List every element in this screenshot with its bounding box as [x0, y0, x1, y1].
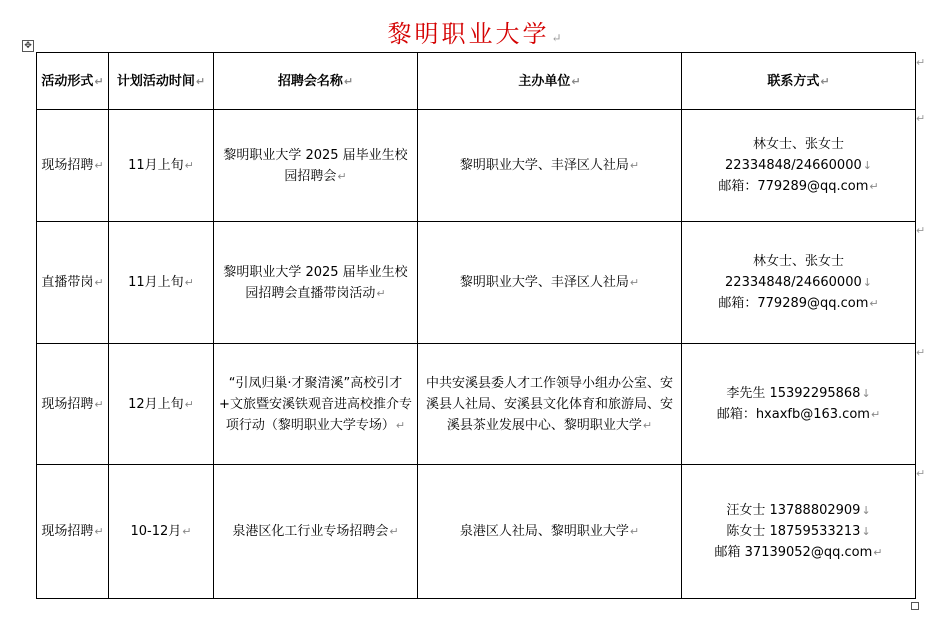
cell-time: 11月上旬↵ [109, 222, 214, 344]
cell-org: 中共安溪县委人才工作领导小组办公室、安溪县人社局、安溪县文化体育和旅游局、安溪县茶业发展中心、黎明职业大学↵ [418, 344, 682, 465]
document-title: 黎明职业大学 ↵ [387, 20, 562, 48]
contact-line: 林女士、张女士 22334848/24660000↓ [725, 137, 872, 173]
cell-form: 现场招聘↵ [37, 465, 109, 599]
contact-line: 邮箱：hxaxfb@163.com↵ [716, 407, 881, 422]
table-resize-handle[interactable] [911, 602, 919, 610]
contact-line: 邮箱：779289@qq.com↵ [718, 179, 879, 194]
table-row [37, 344, 916, 465]
header-time: 计划活动时间↵ [109, 53, 214, 110]
row-end-mark: ↵ [916, 346, 926, 359]
table-header-row [37, 53, 916, 110]
cell-contact [682, 465, 916, 599]
contact-line: 林女士、张女士 22334848/24660000↓ [725, 254, 872, 290]
row-end-mark: ↵ [916, 467, 926, 480]
cell-name: 黎明职业大学 2025 届毕业生校园招聘会直播带岗活动↵ [214, 222, 418, 344]
cell-form: 直播带岗↵ [37, 222, 109, 344]
contact-line: 汪女士 13788802909↓ [726, 503, 871, 518]
cell-form: 现场招聘↵ [37, 110, 109, 222]
row-end-mark: ↵ [916, 56, 926, 69]
header-contact: 联系方式↵ [682, 53, 916, 110]
job-fair-table [36, 52, 916, 599]
contact-line: 陈女士 18759533213↓ [726, 524, 871, 539]
table-row [37, 222, 916, 344]
header-name: 招聘会名称↵ [214, 53, 418, 110]
cell-time: 10-12月↵ [109, 465, 214, 599]
cell-org: 黎明职业大学、丰泽区人社局↵ [418, 110, 682, 222]
cell-contact [682, 222, 916, 344]
cell-contact [682, 344, 916, 465]
cell-org: 黎明职业大学、丰泽区人社局↵ [418, 222, 682, 344]
cell-time: 11月上旬↵ [109, 110, 214, 222]
cell-org: 泉港区人社局、黎明职业大学↵ [418, 465, 682, 599]
contact-line: 邮箱 37139052@qq.com↵ [714, 545, 883, 560]
table-row [37, 110, 916, 222]
contact-line: 李先生 15392295868↓ [726, 386, 871, 401]
table-row [37, 465, 916, 599]
cell-name: “引凤归巢·才聚清溪”高校引才+文旅暨安溪铁观音进高校推介专项行动（黎明职业大学专场）↵ [214, 344, 418, 465]
cell-name: 黎明职业大学 2025 届毕业生校园招聘会↵ [214, 110, 418, 222]
cell-contact [682, 110, 916, 222]
cell-name: 泉港区化工行业专场招聘会↵ [214, 465, 418, 599]
header-org: 主办单位↵ [418, 53, 682, 110]
row-end-mark: ↵ [916, 224, 926, 237]
contact-line: 邮箱：779289@qq.com↵ [718, 296, 879, 311]
row-end-mark: ↵ [916, 112, 926, 125]
cell-time: 12月上旬↵ [109, 344, 214, 465]
table-move-handle-icon[interactable]: ✥ [22, 40, 34, 52]
cell-form: 现场招聘↵ [37, 344, 109, 465]
header-form: 活动形式↵ [37, 53, 109, 110]
